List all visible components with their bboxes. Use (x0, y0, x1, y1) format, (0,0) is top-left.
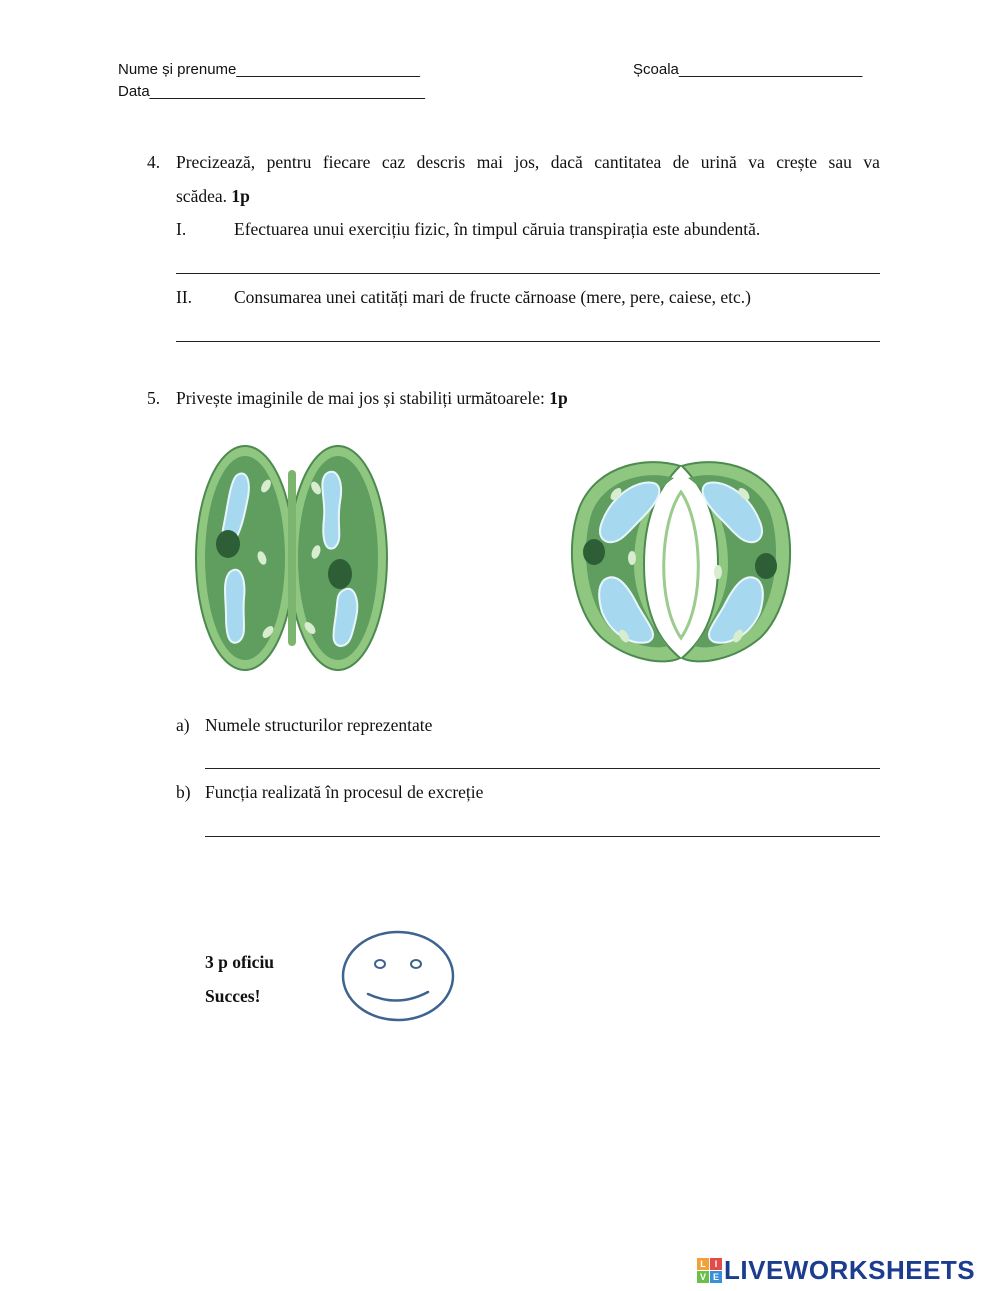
name-field-label: Nume și prenume______________________ (118, 61, 420, 78)
q4-item-1-roman: I. (176, 219, 187, 239)
guard-cell-left (196, 446, 294, 670)
q5-text (176, 388, 568, 409)
oficiu-points: 3 p oficiu (205, 952, 275, 972)
liveworksheets-logo-icon (697, 1258, 722, 1283)
q5-item-a-text: Numele structurilor reprezentate (205, 715, 433, 735)
q4-word: dacă (550, 152, 583, 172)
smiley-face-icon (338, 928, 458, 1024)
q4-item-1-answer-line[interactable] (176, 273, 880, 274)
succes-message: Succes! (205, 986, 261, 1006)
q4-text-end: scădea. (176, 186, 228, 206)
q4-word: caz (381, 152, 406, 172)
q4-points: 1p (231, 186, 250, 206)
q5-text-body: Privește imaginile de mai jos și stabiliți următoarele: (176, 388, 545, 408)
q5-item-a-letter: a) (176, 715, 190, 735)
q4-item-2-roman: II. (176, 287, 193, 307)
q4-number: 4. (147, 152, 161, 172)
q4-word: mai (476, 152, 503, 172)
school-field-label: Școala______________________ (633, 61, 863, 78)
q4-word: Precizează, (176, 152, 256, 172)
logo-letter-v: V (697, 1271, 709, 1283)
q4-item-2-text: Consumarea unei catități mari de fructe cărnoase (mere, pere, caiese, etc.) (234, 287, 751, 307)
closed-pore (288, 470, 296, 646)
q5-points: 1p (549, 388, 568, 408)
q4-item-2-answer-line[interactable] (176, 341, 880, 342)
q4-word: descris (416, 152, 466, 172)
q4-word: crește (776, 152, 818, 172)
q4-word: cantitatea (594, 152, 662, 172)
q4-word: urină (700, 152, 737, 172)
q4-word: sau (828, 152, 852, 172)
logo-letter-l: L (697, 1258, 709, 1270)
open-stoma-illustration (568, 452, 794, 674)
q4-item-1-text: Efectuarea unui exercițiu fizic, în timpul căruia transpirația este abundentă. (234, 219, 761, 239)
q5-item-b-text: Funcția realizată în procesul de excreție (205, 782, 484, 802)
logo-letter-i: I (710, 1258, 722, 1270)
q4-word: jos, (514, 152, 540, 172)
q4-word: va (863, 152, 880, 172)
liveworksheets-brand (697, 1255, 975, 1286)
q4-word: fiecare (322, 152, 371, 172)
q5-item-b-letter: b) (176, 782, 191, 802)
liveworksheets-wordmark: LIVEWORKSHEETS (724, 1255, 976, 1285)
guard-cell-right (289, 446, 387, 670)
logo-letter-e: E (710, 1271, 722, 1283)
q4-word: va (748, 152, 765, 172)
q5-item-b-answer-line[interactable] (205, 836, 880, 837)
open-pore (664, 492, 699, 638)
q5-item-a-answer-line[interactable] (205, 768, 880, 769)
q4-word: pentru (266, 152, 312, 172)
q4-text-line2 (176, 186, 250, 207)
q4-text-line1 (176, 152, 880, 173)
date-field-label: Data_________________________________ (118, 83, 425, 100)
q5-number: 5. (147, 388, 161, 408)
closed-stoma-illustration (190, 440, 400, 680)
q4-word: de (672, 152, 690, 172)
